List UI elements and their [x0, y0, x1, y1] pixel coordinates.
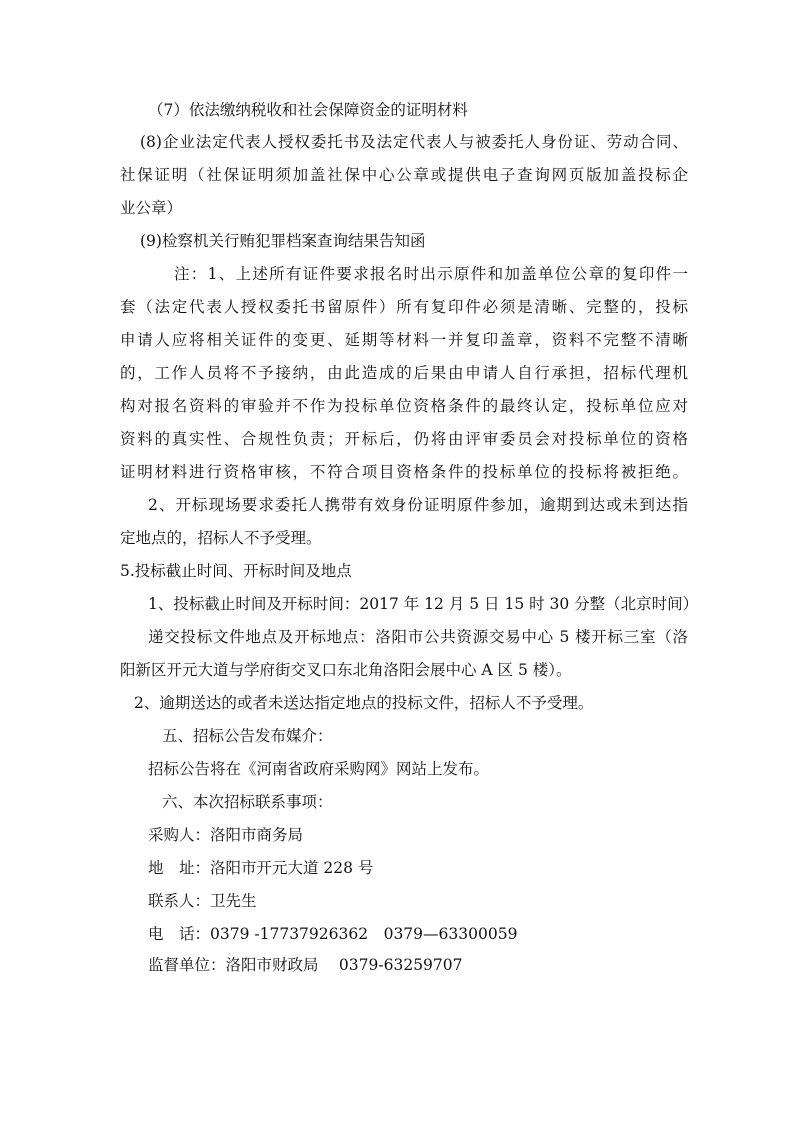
item-9: (9)检察机关行贿犯罪档案查询结果告知函 [140, 232, 426, 250]
media-line: 招标公告将在《河南省政府采购网》网站上发布。 [148, 760, 490, 778]
contact-person-line: 联系人：卫先生 [148, 892, 257, 910]
item-7: （7）依法缴纳税收和社会保障资金的证明材料 [148, 101, 468, 119]
note-1-line-7: 证明材料进行资格审核，不符合项目资格条件的投标单位的投标将被拒绝。 [120, 463, 688, 481]
late-submission-line: 2、逾期送达的或者未送达指定地点的投标文件，招标人不予受理。 [134, 694, 594, 712]
deadline-line: 1、投标截止时间及开标时间：2017 年 12 月 5 日 15 时 30 分整（北京时间） [148, 595, 699, 613]
note-1-line-3: 申请人应将相关证件的变更、延期等材料一并复印盖章，资料不完整不清晰 [120, 331, 688, 349]
note-1-line-6: 资料的真实性、合规性负责；开标后，仍将由评审委员会对投标单位的资格 [120, 430, 688, 448]
purchaser-line: 采购人：洛阳市商务局 [148, 826, 304, 844]
note-1-line-4: 的，工作人员将不予接纳，由此造成的后果由申请人自行承担，招标代理机 [120, 364, 688, 382]
item-8-line-1: (8)企业法定代表人授权委托书及法定代表人与被委托人身份证、劳动合同、 [140, 133, 688, 151]
supervisor-line: 监督单位：洛阳市财政局 0379-63259707 [148, 956, 463, 974]
item-8-line-2: 社保证明（社保证明须加盖社保中心公章或提供电子查询网页版加盖投标企 [120, 166, 688, 184]
note-2-line-1: 2、开标现场要求委托人携带有效身份证明原件参加，逾期到达或未到达指 [148, 496, 688, 514]
note-2-line-2: 定地点的，招标人不予受理。 [120, 529, 322, 547]
location-line-1: 递交投标文件地点及开标地点：洛阳市公共资源交易中心 5 楼开标三室（洛 [148, 628, 688, 646]
note-1-line-5: 构对报名资料的审验并不作为投标单位资格条件的最终认定，投标单位应对 [120, 397, 688, 415]
address-line: 地 址：洛阳市开元大道 228 号 [148, 859, 374, 877]
note-1-line-2: 套（法定代表人授权委托书留原件）所有复印件必须是清晰、完整的，投标 [120, 298, 688, 316]
item-8-line-3: 业公章） [120, 199, 183, 217]
section-5-heading: 5.投标截止时间、开标时间及地点 [120, 562, 352, 580]
location-line-2: 阳新区开元大道与学府街交叉口东北角洛阳会展中心 A 区 5 楼）。 [120, 661, 572, 679]
section-media-heading: 五、招标公告发布媒介： [162, 727, 333, 745]
phone-line: 电 话：0379 -17737926362 0379—63300059 [148, 925, 518, 943]
section-contact-heading: 六、本次招标联系事项： [162, 793, 333, 811]
note-1-line-1: 注：1、上述所有证件要求报名时出示原件和加盖单位公章的复印件一 [174, 265, 688, 283]
